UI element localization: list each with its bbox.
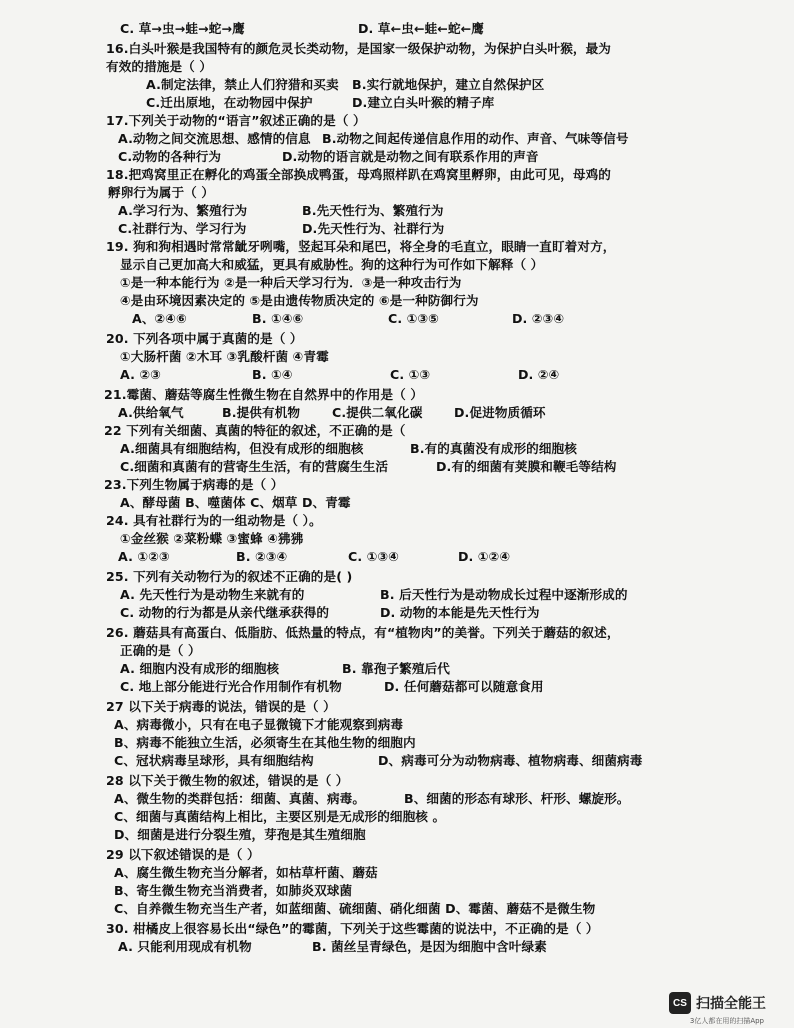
question-line: B. 菌丝呈青绿色，是因为细胞中含叶绿素 xyxy=(312,939,547,954)
question-line: D. 动物的本能是先天性行为 xyxy=(380,605,540,620)
question-line: B.有的真菌没有成形的细胞核 xyxy=(410,441,577,456)
question-line: C. 草→虫→蛙→蛇→鹰 xyxy=(120,21,245,36)
question-line: D.建立白头叶猴的精子库 xyxy=(352,95,495,110)
question-line: B.动物之间起传递信息作用的动作、声音、气味等信号 xyxy=(322,131,629,146)
question-line: B. 后天性行为是动物成长过程中逐渐形成的 xyxy=(380,587,628,602)
question-line: A、病毒微小，只有在电子显微镜下才能观察到病毒 xyxy=(114,717,404,732)
question-line: D、病毒可分为动物病毒、植物病毒、细菌病毒 xyxy=(378,753,643,768)
question-line: C. ①③⑤ xyxy=(388,311,439,326)
watermark-name: 扫描全能王 xyxy=(696,996,766,1012)
question-line: B. ①④⑥ xyxy=(252,311,304,326)
question-line: 26. 蘑菇具有高蛋白、低脂肪、低热量的特点，有“植物肉”的美誉。下列关于蘑菇的叙述， xyxy=(106,625,620,640)
question-line: D. ①②④ xyxy=(458,549,511,564)
question-line: A.供给氧气 xyxy=(118,405,184,420)
question-line: C.社群行为、学习行为 xyxy=(118,221,247,236)
question-line: A、腐生微生物充当分解者，如枯草杆菌、蘑菇 xyxy=(114,865,378,880)
question-line: C. ①③④ xyxy=(348,549,399,564)
question-line: C.动物的各种行为 xyxy=(118,149,222,164)
question-line: C. 动物的行为都是从亲代继承获得的 xyxy=(120,605,330,620)
question-line: ④是由环境因素决定的 ⑤是由遗传物质决定的 ⑥是一种防御行为 xyxy=(120,293,479,308)
question-line: 27 以下关于病毒的说法，错误的是（ ） xyxy=(106,699,336,714)
question-line: 18.把鸡窝里正在孵化的鸡蛋全部换成鸭蛋，母鸡照样趴在鸡窝里孵卵，由此可见，母鸡的 xyxy=(106,167,611,182)
question-line: C、冠状病毒呈球形，具有细胞结构 xyxy=(114,753,314,768)
question-line: C. ①③ xyxy=(390,367,431,382)
question-line: D. ②③④ xyxy=(512,311,565,326)
question-line: A.制定法律，禁止人们狩猎和买卖 xyxy=(146,77,339,92)
question-line: C、细菌与真菌结构上相比，主要区别是无成形的细胞核 。 xyxy=(114,809,446,824)
question-line: D. 草←虫←蛙←蛇←鹰 xyxy=(358,21,484,36)
question-line: 30. 柑橘皮上很容易长出“绿色”的霉菌，下列关于这些霉菌的说法中，不正确的是（ ） xyxy=(106,921,599,936)
question-line: 22 下列有关细菌、真菌的特征的叙述，不正确的是（ xyxy=(104,423,406,438)
question-line: 16.白头叶猴是我国特有的颜危灵长类动物，是国家一级保护动物，为保护白头叶猴，最为 xyxy=(106,41,611,56)
question-line: 孵卵行为属于（ ） xyxy=(108,185,215,200)
question-line: A. 先天性行为是动物生来就有的 xyxy=(120,587,305,602)
watermark-subtitle: 3亿人都在用的扫描App xyxy=(689,1017,764,1025)
question-line: C. 地上部分能进行光合作用制作有机物 xyxy=(120,679,342,694)
question-line: C.细菌和真菌有的营寄生生活，有的营腐生生活 xyxy=(120,459,389,474)
question-line: B、细菌的形态有球形、杆形、螺旋形。 xyxy=(404,791,630,806)
question-line: C、自养微生物充当生产者，如蓝细菌、硫细菌、硝化细菌 D、霉菌、蘑菇不是微生物 xyxy=(114,901,596,916)
question-line: 28 以下关于微生物的叙述，错误的是（ ） xyxy=(106,773,349,788)
question-line: ①是一种本能行为 ②是一种后天学习行为．③是一种攻击行为 xyxy=(120,275,462,290)
camscanner-logo-icon: CS xyxy=(669,992,691,1014)
question-line: A. 只能利用现成有机物 xyxy=(118,939,252,954)
question-line: C.提供二氧化碳 xyxy=(332,405,423,420)
question-line: A.学习行为、繁殖行为 xyxy=(118,203,248,218)
question-line: A. ②③ xyxy=(120,367,161,382)
question-line: B.提供有机物 xyxy=(222,405,301,420)
question-line: A、②④⑥ xyxy=(132,311,187,326)
question-line: 19. 狗和狗相遇时常常龇牙咧嘴，竖起耳朵和尾巴，将全身的毛直立，眼睛一直盯着对方， xyxy=(106,239,616,254)
question-line: D.动物的语言就是动物之间有联系作用的声音 xyxy=(282,149,539,164)
question-line: D.先天性行为、社群行为 xyxy=(302,221,445,236)
question-line: 29 以下叙述错误的是（ ） xyxy=(106,847,260,862)
question-line: 正确的是（ ） xyxy=(120,643,201,658)
question-line: 21.霉菌、蘑菇等腐生性微生物在自然界中的作用是（ ） xyxy=(104,387,424,402)
question-line: C.迁出原地，在动物园中保护 xyxy=(146,95,313,110)
question-line: 17.下列关于动物的“语言”叙述正确的是（ ） xyxy=(106,113,366,128)
question-line: A.细菌具有细胞结构，但没有成形的细胞核 xyxy=(120,441,364,456)
question-line: B、寄生微生物充当消费者，如肺炎双球菌 xyxy=(114,883,353,898)
question-line: B.先天性行为、繁殖行为 xyxy=(302,203,444,218)
question-line: D.有的细菌有荚膜和鞭毛等结构 xyxy=(436,459,617,474)
question-line: B.实行就地保护，建立自然保护区 xyxy=(352,77,545,92)
question-line: A. ①②③ xyxy=(118,549,170,564)
question-line: A. 细胞内没有成形的细胞核 xyxy=(120,661,280,676)
question-line: 有效的措施是（ ） xyxy=(106,59,213,74)
question-line: B. ②③④ xyxy=(236,549,288,564)
question-line: 显示自己更加高大和威猛，更具有威胁性。狗的这种行为可作如下解释（ ） xyxy=(120,257,544,272)
question-line: 25. 下列有关动物行为的叙述不正确的是( ) xyxy=(106,569,353,584)
question-line: B、病毒不能独立生活，必须寄生在其他生物的细胞内 xyxy=(114,735,416,750)
question-line: D、细菌是进行分裂生殖，芽孢是其生殖细胞 xyxy=(114,827,366,842)
question-line: 20. 下列各项中属于真菌的是（ ） xyxy=(106,331,303,346)
question-line: A、酵母菌 B、噬菌体 C、烟草 D、青霉 xyxy=(120,495,351,510)
question-line: 24. 具有社群行为的一组动物是（ ）。 xyxy=(106,513,322,528)
question-line: D.促进物质循环 xyxy=(454,405,546,420)
question-line: B. 靠孢子繁殖后代 xyxy=(342,661,450,676)
watermark xyxy=(669,992,766,1014)
question-line: A.动物之间交流思想、感情的信息 xyxy=(118,131,311,146)
question-line: D. 任何蘑菇都可以随意食用 xyxy=(384,679,544,694)
question-line: D. ②④ xyxy=(518,367,560,382)
question-line: ①金丝猴 ②菜粉蝶 ③蜜蜂 ④狒狒 xyxy=(120,531,304,546)
question-line: ①大肠杆菌 ②木耳 ③乳酸杆菌 ④青霉 xyxy=(120,349,329,364)
question-line: A、微生物的类群包括：细菌、真菌、病毒。 xyxy=(114,791,366,806)
question-line: 23.下列生物属于病毒的是（ ） xyxy=(104,477,284,492)
question-line: B. ①④ xyxy=(252,367,293,382)
